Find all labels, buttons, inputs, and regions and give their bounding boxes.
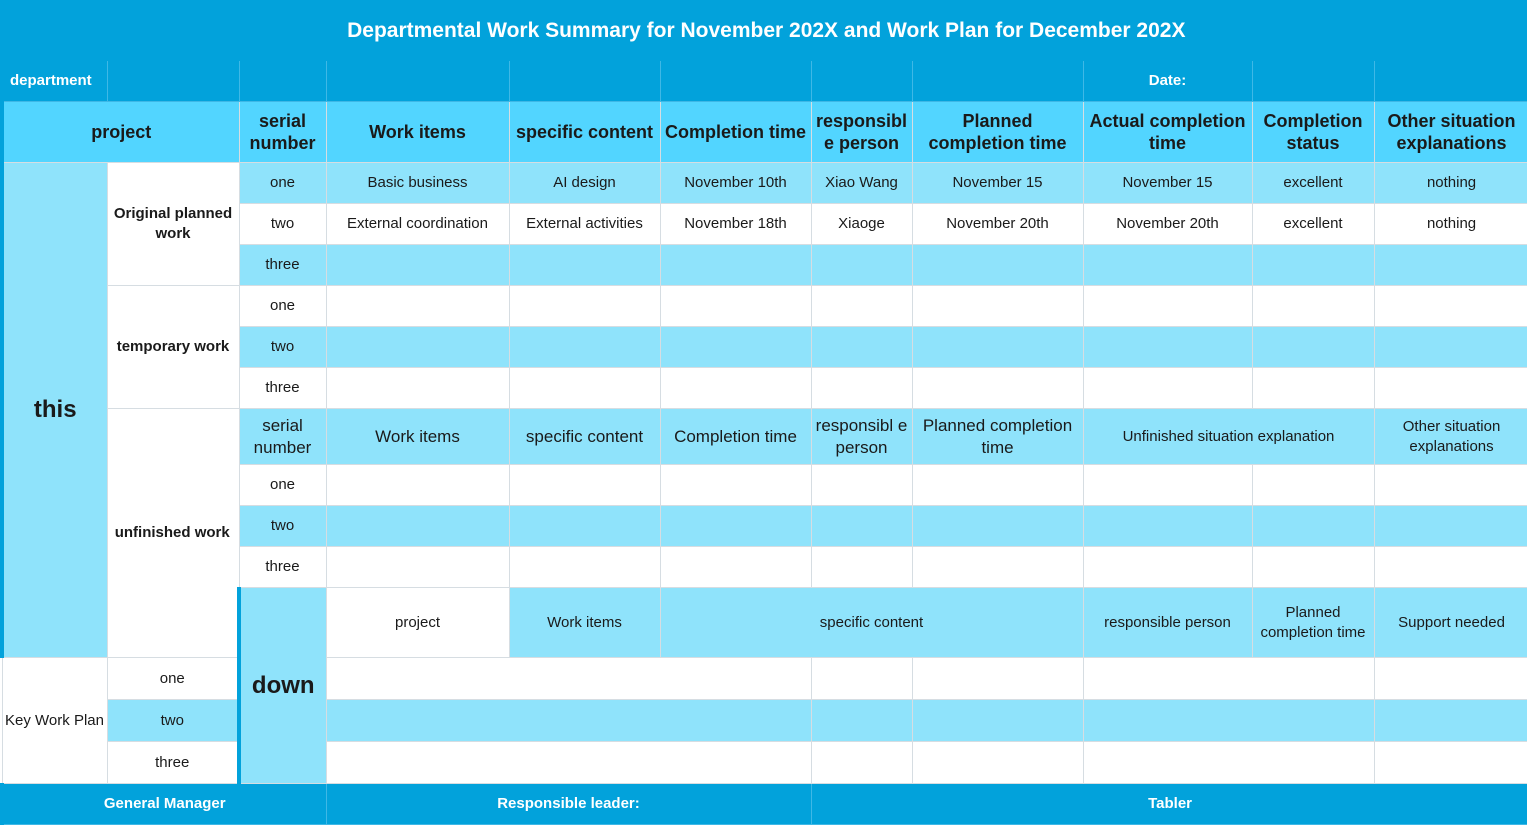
table-cell[interactable] [1252, 547, 1374, 588]
table-cell[interactable] [811, 286, 912, 327]
header-completion-time: Completion time [660, 102, 811, 163]
content-cell[interactable]: AI design [509, 163, 660, 204]
table-cell[interactable] [912, 700, 1083, 742]
person-cell[interactable]: Xiao Wang [811, 163, 912, 204]
table-cell[interactable] [660, 547, 811, 588]
subheader-serial-number: serial number [239, 409, 326, 465]
serial-cell: one [239, 465, 326, 506]
completion-cell[interactable]: November 10th [660, 163, 811, 204]
header-work-items: Work items [326, 102, 509, 163]
table-cell[interactable] [811, 742, 912, 784]
table-cell[interactable] [1252, 465, 1374, 506]
person-cell[interactable]: Xiaoge [811, 204, 912, 245]
table-cell[interactable] [912, 658, 1083, 700]
table-cell[interactable] [326, 658, 811, 700]
subheader-support-needed: Support needed [1374, 588, 1527, 658]
table-cell[interactable] [811, 700, 912, 742]
content-cell[interactable] [509, 245, 660, 286]
subheader-work-items: Work items [509, 588, 660, 658]
table-cell[interactable] [326, 286, 509, 327]
serial-cell: one [239, 286, 326, 327]
meta-cell[interactable] [509, 61, 660, 102]
subheader-completion-time: Completion time [660, 409, 811, 465]
group-label-temporary: temporary work [107, 286, 239, 409]
table-cell[interactable] [811, 327, 912, 368]
footer-tabler: Tabler [811, 784, 1527, 825]
content-cell[interactable]: External activities [509, 204, 660, 245]
table-cell[interactable] [1083, 465, 1252, 506]
actual-cell[interactable]: November 15 [1083, 163, 1252, 204]
table-cell[interactable] [912, 547, 1083, 588]
meta-cell[interactable] [326, 61, 509, 102]
department-label: department [2, 61, 107, 102]
table-cell[interactable] [1374, 658, 1527, 700]
table-cell[interactable] [1374, 368, 1527, 409]
table-cell[interactable] [1374, 465, 1527, 506]
header-serial-number: serial number [239, 102, 326, 163]
table-cell[interactable] [1083, 742, 1374, 784]
table-cell[interactable] [660, 327, 811, 368]
table-cell[interactable] [326, 506, 509, 547]
table-cell[interactable] [660, 368, 811, 409]
table-cell[interactable] [912, 286, 1083, 327]
header-project: project [2, 102, 239, 163]
group-label-project: project [326, 588, 509, 658]
actual-cell[interactable]: November 20th [1083, 204, 1252, 245]
header-completion-status: Completion status [1252, 102, 1374, 163]
table-cell[interactable] [509, 547, 660, 588]
page-title: Departmental Work Summary for November 202X and Work Plan for December 202X [2, 1, 1527, 61]
header-responsible-person: responsibl e person [811, 102, 912, 163]
header-other-situation: Other situation explanations [1374, 102, 1527, 163]
meta-cell[interactable] [239, 61, 326, 102]
table-cell[interactable] [1374, 700, 1527, 742]
table-cell[interactable] [1374, 547, 1527, 588]
table-cell[interactable] [1374, 506, 1527, 547]
table-cell[interactable] [1083, 368, 1252, 409]
serial-cell: two [239, 327, 326, 368]
table-cell[interactable] [1252, 286, 1374, 327]
group-label-original: Original planned work [107, 163, 239, 286]
table-cell[interactable] [660, 506, 811, 547]
work-item-cell[interactable]: Basic business [326, 163, 509, 204]
table-cell[interactable] [509, 286, 660, 327]
table-cell[interactable] [811, 506, 912, 547]
table-cell[interactable] [912, 327, 1083, 368]
serial-cell: two [107, 700, 239, 742]
table-cell[interactable] [912, 742, 1083, 784]
table-cell[interactable] [326, 465, 509, 506]
table-cell[interactable] [1252, 327, 1374, 368]
date-value-cell[interactable] [1252, 61, 1374, 102]
meta-cell[interactable] [1374, 61, 1527, 102]
serial-cell: one [239, 163, 326, 204]
meta-cell[interactable] [811, 61, 912, 102]
table-cell[interactable] [1252, 368, 1374, 409]
subheader-work-items: Work items [326, 409, 509, 465]
other-cell[interactable]: nothing [1374, 163, 1527, 204]
footer-responsible-leader: Responsible leader: [326, 784, 811, 825]
status-cell[interactable]: excellent [1252, 204, 1374, 245]
footer-general-manager: General Manager [2, 784, 326, 825]
header-actual-completion-time: Actual completion time [1083, 102, 1252, 163]
completion-cell[interactable]: November 18th [660, 204, 811, 245]
serial-cell: three [239, 245, 326, 286]
table-cell[interactable] [326, 742, 811, 784]
serial-cell: three [239, 547, 326, 588]
group-label-unfinished: unfinished work [107, 409, 239, 658]
table-cell[interactable] [1083, 700, 1374, 742]
planned-cell[interactable]: November 15 [912, 163, 1083, 204]
status-cell[interactable]: excellent [1252, 163, 1374, 204]
table-cell[interactable] [509, 327, 660, 368]
table-cell[interactable] [509, 465, 660, 506]
table-cell[interactable] [912, 506, 1083, 547]
serial-cell: two [239, 204, 326, 245]
table-cell[interactable] [1083, 658, 1374, 700]
table-cell[interactable] [912, 465, 1083, 506]
person-cell[interactable] [811, 245, 912, 286]
table-cell[interactable] [1083, 547, 1252, 588]
serial-cell: two [239, 506, 326, 547]
department-value-cell[interactable] [107, 61, 239, 102]
planned-cell[interactable] [912, 245, 1083, 286]
table-cell[interactable] [326, 368, 509, 409]
subheader-specific-content: specific content [509, 409, 660, 465]
table-cell[interactable] [811, 368, 912, 409]
subheader-planned-completion-time: Planned completion time [912, 409, 1083, 465]
subheader-planned-completion-time: Planned completion time [1252, 588, 1374, 658]
other-cell[interactable]: nothing [1374, 204, 1527, 245]
table-cell[interactable] [1083, 327, 1252, 368]
table-cell[interactable] [1374, 286, 1527, 327]
table-cell[interactable] [509, 506, 660, 547]
table-cell[interactable] [811, 658, 912, 700]
table-cell[interactable] [326, 700, 811, 742]
table-cell[interactable] [912, 368, 1083, 409]
table-cell[interactable] [1374, 742, 1527, 784]
table-cell[interactable] [660, 286, 811, 327]
section-label-down: down [239, 588, 326, 784]
header-specific-content: specific content [509, 102, 660, 163]
table-cell[interactable] [1083, 286, 1252, 327]
subheader-specific-content: specific content [660, 588, 1083, 658]
meta-cell[interactable] [660, 61, 811, 102]
work-item-cell[interactable] [326, 245, 509, 286]
table-cell[interactable] [1252, 506, 1374, 547]
completion-cell[interactable] [660, 245, 811, 286]
table-cell[interactable] [811, 465, 912, 506]
table-cell[interactable] [1374, 327, 1527, 368]
planned-cell[interactable]: November 20th [912, 204, 1083, 245]
subheader-other-situation: Other situation explanations [1374, 409, 1527, 465]
table-cell[interactable] [1083, 506, 1252, 547]
other-cell[interactable] [1374, 245, 1527, 286]
header-planned-completion-time: Planned completion time [912, 102, 1083, 163]
table-cell[interactable] [326, 547, 509, 588]
table-cell[interactable] [326, 327, 509, 368]
status-cell[interactable] [1252, 245, 1374, 286]
section-label-this: this [2, 163, 107, 658]
serial-cell: three [107, 742, 239, 784]
subheader-responsible-person: responsible person [1083, 588, 1252, 658]
table-cell[interactable] [660, 465, 811, 506]
actual-cell[interactable] [1083, 245, 1252, 286]
work-item-cell[interactable]: External coordination [326, 204, 509, 245]
table-cell[interactable] [811, 547, 912, 588]
group-label-key-work-plan: Key Work Plan [2, 658, 107, 784]
meta-cell[interactable] [912, 61, 1083, 102]
serial-cell: three [239, 368, 326, 409]
subheader-responsible-person: responsibl e person [811, 409, 912, 465]
table-cell[interactable] [509, 368, 660, 409]
serial-cell: one [107, 658, 239, 700]
date-label: Date: [1083, 61, 1252, 102]
subheader-unfinished-explanation: Unfinished situation explanation [1083, 409, 1374, 465]
